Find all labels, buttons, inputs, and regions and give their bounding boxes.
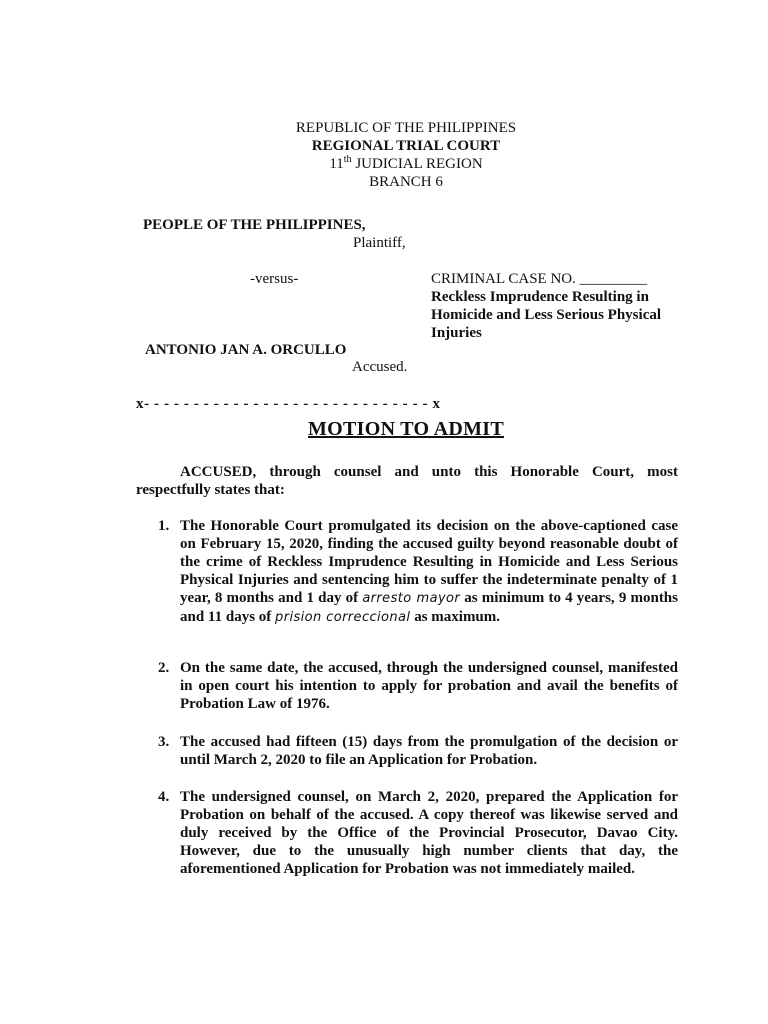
intro-lead: ACCUSED	[180, 464, 253, 480]
court-name: REGIONAL TRIAL COURT	[311, 138, 501, 154]
item-number: 1.	[158, 518, 170, 534]
region-text: JUDICIAL REGION	[351, 156, 483, 172]
item-text: The accused had fifteen (15) days from the promulgation of the decision or until March 2, 2020 to file an Application for Probation.	[180, 734, 678, 768]
item-number: 2.	[158, 660, 170, 676]
item-number: 3.	[158, 734, 170, 750]
item-text: The undersigned counsel, on March 2, 2020, prepared the Application for Probation on behalf of the accused. A copy thereof was likewise served and duly received by the Office of the Provincial Prosecutor, Davao City. However, due to the unusually high number clients that day, the aforementioned Application for Probation was not immediately mailed.	[180, 789, 678, 877]
branch-line: BRANCH 6	[369, 174, 443, 190]
court-header	[0, 119, 768, 191]
caption-separator: x- - - - - - - - - - - - - - - - - - - - - - - - - - - - - x	[136, 396, 441, 412]
case-number-label: CRIMINAL CASE NO. _________	[431, 271, 648, 287]
plaintiff-name: PEOPLE OF THE PHILIPPINES,	[143, 217, 366, 233]
region-number: 11	[329, 156, 344, 172]
plaintiff-role: Plaintiff,	[353, 235, 406, 251]
italic-term: arresto mayor	[362, 591, 461, 606]
motion-title: MOTION TO ADMIT	[307, 418, 504, 440]
item-text-part: The Honorable Court promulgated its decision on the above-captioned case on February 15, 2020, finding the accused guilty beyond reasonable doubt of the crime of Reckless Imprudence Resulting in Homicide and Less Serious Physical Injuries and sentencing him to suffer the indeterminate penalty of 1 year, 8 months and 1 day of	[180, 518, 678, 606]
item-number: 4.	[158, 789, 170, 805]
italic-term: prision correccional	[275, 610, 411, 625]
item-text-part: as minimum to 4 years, 9 months and 11 days of	[180, 590, 678, 625]
item-text: On the same date, the accused, through the undersigned counsel, manifested in open court his intention to apply for probation and avail the benefits of Probation Law of 1976.	[180, 660, 678, 712]
republic-line: REPUBLIC OF THE PHILIPPINES	[295, 120, 517, 136]
accused-name: ANTONIO JAN A. ORCULLO	[145, 342, 347, 358]
case-description-line-3: Injuries	[431, 325, 482, 341]
case-description-line-2: Homicide and Less Serious Physical	[431, 307, 662, 323]
region-suffix: th	[343, 154, 352, 165]
accused-role: Accused.	[352, 359, 408, 375]
versus-label: -versus-	[250, 271, 299, 287]
judicial-region	[0, 155, 768, 173]
intro-paragraph	[136, 463, 678, 499]
item-text-part: as maximum.	[410, 609, 501, 625]
intro-text: , through counsel and unto this Honorable Court, most respectfully states that:	[136, 464, 678, 498]
item-text	[180, 517, 678, 627]
case-description-line-1: Reckless Imprudence Resulting in	[431, 289, 649, 305]
